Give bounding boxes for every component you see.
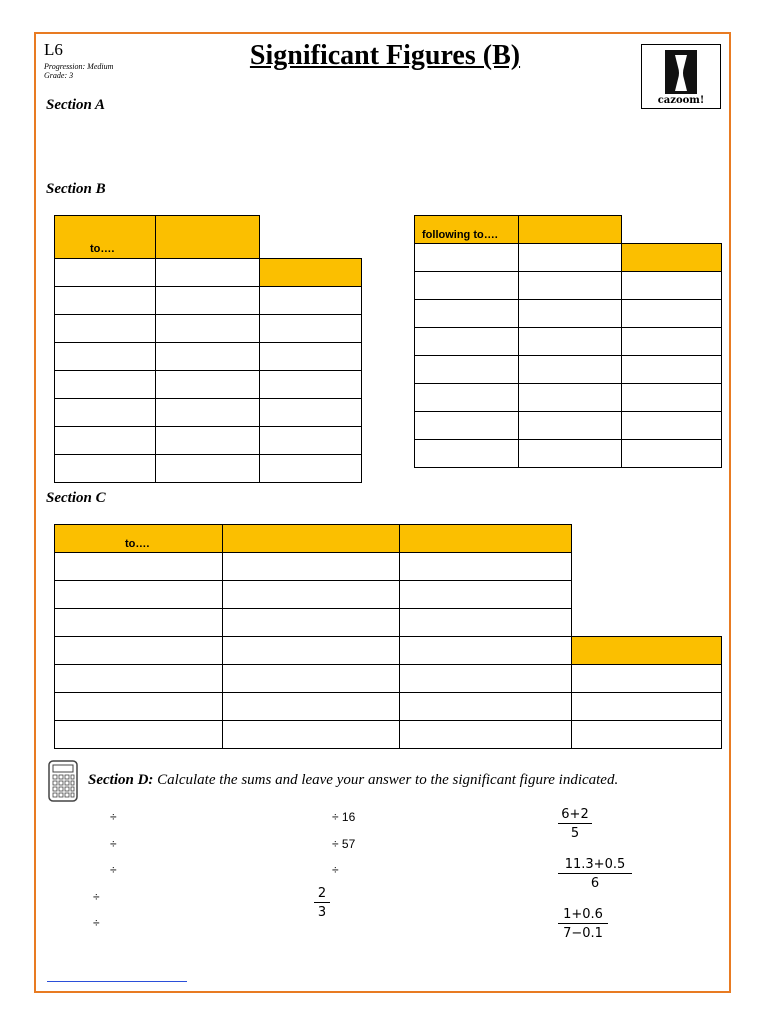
table-cell[interactable] [156,315,260,343]
table-cell[interactable] [260,287,362,315]
fraction-numerator: 11.3+0.5 [558,857,632,874]
table-cell[interactable] [622,384,722,412]
table-cell[interactable] [415,440,519,468]
table-cell[interactable] [55,399,156,427]
table-cell[interactable] [260,343,362,371]
table-cell[interactable] [400,637,572,665]
table-cell[interactable] [260,371,362,399]
table-spacer [260,216,362,259]
table-cell[interactable] [260,315,362,343]
table-cell[interactable] [622,328,722,356]
table-cell[interactable] [415,412,519,440]
table-cell[interactable] [55,427,156,455]
table-spacer [572,609,722,637]
table-cell[interactable] [260,427,362,455]
table-cell[interactable] [55,609,223,637]
section-c-heading: Section C [46,490,106,506]
question-3a-fraction [558,807,592,841]
question-1e: ÷ [93,916,100,930]
table-cell[interactable] [156,259,260,287]
table-cell[interactable] [156,399,260,427]
table-cell[interactable] [519,384,622,412]
table-cell[interactable] [55,581,223,609]
table-header-cell [55,525,223,553]
table-cell[interactable] [223,581,400,609]
table-spacer [572,553,722,581]
table-cell[interactable] [260,399,362,427]
section-b-left-table [54,215,362,483]
table-header-cell [400,525,572,553]
table-cell[interactable] [400,665,572,693]
table-header-cell [519,216,622,244]
table-cell[interactable] [519,300,622,328]
table-cell[interactable] [156,427,260,455]
level-label: L6 [44,40,63,59]
table-cell[interactable] [156,287,260,315]
table-header-text: to…. [90,243,115,255]
table-cell[interactable] [519,272,622,300]
grade-label: Grade: 3 [44,71,74,80]
table-cell[interactable] [400,609,572,637]
question-3c-fraction [558,907,608,941]
table-cell[interactable] [415,244,519,272]
table-header-text: to…. [125,538,150,550]
section-b-right-table [414,215,722,468]
table-cell[interactable] [55,721,223,749]
table-spacer [572,525,722,553]
footer-link[interactable] [47,981,187,982]
table-header-cell [55,216,156,259]
page-border [34,32,731,993]
table-cell[interactable] [622,412,722,440]
table-cell[interactable] [400,581,572,609]
table-cell[interactable] [415,300,519,328]
question-3b-fraction [558,857,632,891]
table-cell[interactable] [519,244,622,272]
fraction-numerator: 2 [314,886,330,903]
table-cell[interactable] [519,356,622,384]
question-1a: ÷ [110,810,117,824]
table-cell[interactable] [519,440,622,468]
table-header-cell [622,244,722,272]
fraction-denominator: 6 [590,876,600,891]
table-cell[interactable] [519,328,622,356]
calculator-icon [48,760,78,802]
table-header-text: following to…. [422,229,498,241]
table-cell[interactable] [223,693,400,721]
table-cell[interactable] [55,287,156,315]
cazoom-logo-icon [641,44,721,109]
table-cell[interactable] [572,721,722,749]
table-spacer [572,581,722,609]
table-cell[interactable] [622,300,722,328]
fraction-numerator: 1+0.6 [558,907,608,924]
table-cell[interactable] [400,721,572,749]
table-cell[interactable] [519,412,622,440]
table-cell[interactable] [55,665,223,693]
table-cell[interactable] [400,553,572,581]
table-cell[interactable] [415,328,519,356]
page-title: Significant Figures (B) [249,40,521,71]
table-cell[interactable] [55,315,156,343]
table-cell[interactable] [400,693,572,721]
table-cell[interactable] [223,665,400,693]
table-header-cell [415,216,519,244]
table-cell[interactable] [156,371,260,399]
table-cell[interactable] [223,637,400,665]
table-cell[interactable] [415,272,519,300]
table-cell[interactable] [622,440,722,468]
table-cell[interactable] [55,343,156,371]
table-header-cell [223,525,400,553]
question-1c: ÷ [110,863,117,877]
table-header-cell [260,259,362,287]
table-cell[interactable] [622,272,722,300]
fraction-denominator: 7−0.1 [563,926,603,941]
fraction-denominator: 3 [317,905,327,920]
table-spacer [622,216,722,244]
question-2b: ÷ 57 [332,837,356,851]
question-2a: ÷ 16 [332,810,356,824]
question-2d-fraction [314,886,330,920]
fraction-numerator: 6+2 [558,807,592,824]
table-cell[interactable] [223,553,400,581]
section-d-instruction [88,772,618,789]
table-cell[interactable] [223,721,400,749]
table-cell[interactable] [572,693,722,721]
progression-label: Progression: Medium [44,62,114,71]
section-b-heading: Section B [46,181,106,197]
logo-text: cazoom! [657,95,705,106]
table-cell[interactable] [55,553,223,581]
fraction-denominator: 5 [570,826,580,841]
section-d-heading: Section D: [88,772,154,788]
section-c-table [54,524,722,749]
section-d-text: Calculate the sums and leave your answer to the significant figure indicated. [153,772,619,788]
table-cell[interactable] [156,455,260,483]
table-cell[interactable] [55,371,156,399]
question-2c: ÷ [332,863,339,877]
table-cell[interactable] [260,455,362,483]
table-cell[interactable] [156,343,260,371]
table-cell[interactable] [415,384,519,412]
question-1d: ÷ [93,890,100,904]
table-cell[interactable] [415,356,519,384]
question-1b: ÷ [110,837,117,851]
table-cell[interactable] [223,609,400,637]
table-cell[interactable] [55,693,223,721]
table-cell[interactable] [55,637,223,665]
table-cell[interactable] [622,356,722,384]
table-cell[interactable] [55,455,156,483]
table-header-cell [572,637,722,665]
section-a-heading: Section A [46,97,106,113]
table-cell[interactable] [572,665,722,693]
table-cell[interactable] [55,259,156,287]
table-header-cell [156,216,260,259]
